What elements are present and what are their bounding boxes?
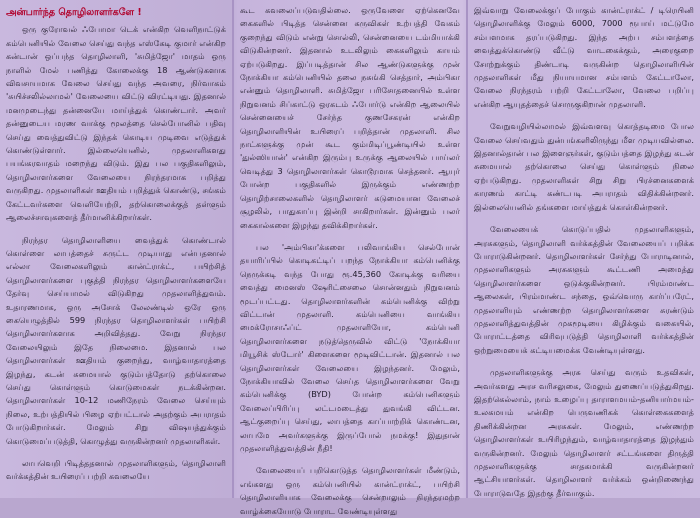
paragraph: நிரந்தர தொழிலாளியை வைத்துக் கொண்டால் கொள்ளை லாபத்தைச் சுருட்ட முடியாது என்பதனால் எல்லா வேலைகளிலும் கான்ட்ராக்ட், பயிற்சித் தொழிலாளர்களை புகுத்தி நிரந்தர தொழிலாளர்களையே தேர்வு செய்யாமல் விடுகிறது முதலாளித்துவம். உதாரணமாக, ஒரு அசோக் லேலண்டில் ஒரே ஒரு கையெழுத்தில் 599 நிரந்தர தொழிலாளர்கள் பயிற்சி தொழிலாளர்களாக அறிவித்தது. வேறு நிரந்தர வேலையிலும் இதே நிலைமை. இதனால் பல தொழிலாளர்கள் ஊதியம் குறைந்து, வாழ்வாதாரத்தை இழந்து, கடன் சுமையால் குடும்பத்தோடு தற்கொலை செய்து கொள்ளும் கொடுமைகள் நடக்கின்றன. தொழிலாளர்கள் 10-12 மணிநேரம் வேலை செய்யும் நிலை, உற்பத்தியில் பிழை ஏற்பட்டால் அதற்கும் அபராதம் போடுகிறார்கள். மேலும் சிறு விஷயத்துக்கும் கொடுமைப்படுத்தி, கொழுத்து வருகின்றனர் முதலாளிகள். [6, 234, 226, 446]
paragraph: ஒரு குரோவல் ஃபோமா டெக் என்கிற வெளிநாட்டுக் கம்பெனியில் வேலை செய்து வந்த எஸ்கேடி குமார் என்கிற கன்டான் ஒப்பந்த தொழிலாளி, 'சுமித்ஜோ' மாதம் ஒரு நாளில் மேல் பணித்து கோலைக்கு 18 ஆண்டுகளாக விவசாயமாக வேலை செய்து வந்த அவரை, நிர்வாகம் 'சுயிச்சலில்லாமல்' வேலையை விட்டு விரட்டியது. இதனால் மனமுடைந்து தன்னையே மாய்த்துக் கொண்டார். அவர் தன்னுடைய மரண வாக்கு மூலத்தை செல்போனில் பதிவு செய்து வைத்துவிட்டு இந்தக் கொடிய முடிவை எடுத்துக் கொண்டுள்ளார். இல்லையெனில், முதலாளிகளது பயங்கரவாதம் மறைந்து விடும். இது பல பகுதிகளிலும், தொழிலாளர்களை வேலையை நிரந்தரமாக பறித்து வருகிறது. முதலாளிகள் ஊதியம் பறித்துக் கொண்டு, சங்கம் கேட்டவர்களை வெளியேற்றி, தற்கொலைக்குத் தள்ளும் ஆலைச்சாவுகளைத் தீர்மானிக்கிறார்கள். [6, 24, 226, 223]
paragraph: லாபவெறி பிடித்ததனால் முதலாளிகளும், தொழிலாளி வர்க்கத்தின் உயிரைப் பற்றி கவலையே [6, 458, 226, 482]
paragraph: வேறுவழியில்லாமல் இவ்வளவு கொத்தடிமை போல வேலை செய்வதும் துன்பங்களிலிருந்து மீள முடியவில்லை. இதனால்தான் பல இளைஞர்கள், குடும்பத்தை இழந்து கடன் சுமையால் தற்கொலை செய்து கொள்ளும் நிலை ஏற்படுகிறது. முதலாளிகள் சிறு சிறு பிரச்னைகளைக் காரணம் காட்டி கண்டபடி அபராதம் விதிக்கின்றனர். இல்லையெனில் தங்களை மாய்த்துக் கொள்கின்றனர். [474, 121, 694, 212]
paragraph: வேலையைப் பறிகொடுத்த தொழிலாளர்கள் மீண்டும், எங்களது ஒரு கம்பெனியில் கான்ட்ராக்ட், பயிற்சி தொழிலாளியாக வேலைக்கு சென்றாலும் நிரந்தரமற்ற வாழ்க்கையோடு போராட வேண்டியுள்ளது [240, 465, 460, 516]
article-column-2 [234, 0, 466, 516]
article-heading: அன்பார்ந்த தொழிலாளர்களே ! [6, 7, 142, 18]
article-column-1 [0, 0, 232, 498]
paragraph: இவ்வாறு வேலைக்குப் போகும் கான்ட்ராக்ட் / டிரெயினி தொழிலாளிக்கு மேலும் 6000, 7000 ரூபாய் மட்டுமே சம்பளமாக தரப்படுகிறது. இந்த அற்ப சம்பளத்தை வைத்துக்கொண்டு வீட்டு வாடகைக்கும், அரைகுறை சோற்றுக்கும் திண்டாடி வருகின்ற தொழிலாளியின் முதலாளிகள் மீது நியாயமான சம்பளம் கேட்டாலோ, வேலை நிரந்தரம் பற்றி கேட்டாலோ, வேலை பறிப்பு என்கிற ஆயுதத்தைச் சொருகுகிறான் முதலாளி. [474, 5, 694, 109]
paragraph: கூட கவலைப்படுவதில்லை. ஒருவேளை ஏற்கெனவே கைகளில் பிடித்த சென்னை கருவிகள் உற்பத்தி வேகம் குறைந்து விடும் என்று சொல்லி, சென்னையை டம்மியாக்கி விடுகின்றனர். இதனால் உடலிலும் கைகளிலும் காயம் ஏற்படுகிறது. இப்படித்தான் சில ஆண்டுகளுக்கு முன் நோக்கியா கம்பெனியில் தலை நசுங்கி செத்தார், அம்பிகா என்னும் தொழிலாளி. சுமித்ஜோ பரிசோதனையில் உள்ள நிறுவனம் சிப்காட்டு ஒரகடம் ஃபோர்டு என்கிற ஆலையில் சென்னையைச் சேர்ந்த குணசேகரன் என்கிற தொழிலாளியின் உயிரைப் பறித்தான் முதலாளி. சில நாட்களுக்கு முன் கூட கும்மிடிப்பூண்டியில் உள்ள 'துல்ஸியான்' என்கிற இரும்பு உருக்கு ஆலையில் பாய்லர் வெடித்து 3 தொழிலாளர்கள் கொடூரமாக செத்தனர். ஆயுர் போன்ற பகுதிகளில் இருக்கும் எண்ணற்ற தொழிற்சாலைகளில் தொழிலாளர் கடுமையான வேலைச் சூழலில், பாதுகாப்பு இன்றி சாகிறார்கள். இன்னும் பலர் கைகால்களை இழந்து தவிக்கிறார்கள். [240, 5, 460, 230]
article-column-3 [468, 0, 700, 498]
paragraph: வேலையைக் கொடுப்பதில் முதலாளிகளும், அரசுகளும், தொழிலாளி வர்க்கத்தின் வேலையைப் பறிக்க போராடுகின்றனர். தொழிலாளர்கள் சேர்ந்து போராடினால், முதலாளிகளும் அரசுகளும் கூட்டணி அமைத்து தொழிலாளர்களை ஒடுக்குகின்றனர். பிரம்மாண்ட ஆலைகள், பிரம்மாண்ட சந்தை, ஒவ்வொரு கார்ப்பரேட், முதலாளியும் எண்ணற்ற தொழிலாளர்களை சுரண்டும் முதலாளித்துவத்தின் முகமூடியை கிழிக்கும் வகையில், போராட்டத்தை விரிவுபடுத்தி தொழிலாளி வர்க்கத்தின் ஒற்றுமையைக் கட்டியமைக்க வேண்டியுள்ளது. [474, 224, 694, 355]
paragraph: பல 'அம்பிகா'க்களை பலிவாங்கிய செல்போன் தயாரிப்பில் கொடிகட்டிப் பறந்த நோக்கியா கம்பெனிக்கு நெருக்கடி வந்த போது ரூ.45,360 கோடிக்கு வரியை வைத்து மைனஸ் ஷேரிட்சைலை சொன்னதும் நிறுவனம் மூடப்பட்டது. தொழிலாளர்களின் கம்பெனிக்கு விற்று விட்டான் முதலாளி. கம்பெனியை வாங்கிய மைக்ரோசாஃப்ட் முதலாளியோ, கம்பெனி தொழிலாளர்களை நடுத்தெருவில் விட்டு 'நோக்கியா மியூசிக் ஸ்டோர்' கிளைகளை மூடிவிட்டான். இதனால் பல தொழிலாளர்கள் வேலையை இழந்தனர். மேலும், நோக்கியாவில் வேலை செய்த தொழிலாளர்களை வேறு கம்பெனிக்கு (BYD) போன்ற கம்பெனிகளும் வேலைப்பிரிப்பு லட்டமடைத்து துவங்கி விட்டன. ஆட்குறைப்பு செய்து, லாபத்தை காப்பாற்றிக் கொண்டன, லாபமே அவர்களுக்கு இருப்போல் நமக்கு! இதுதான் முதலாளித்துவத்தின் நீதி! [240, 241, 460, 453]
paragraph: முதலாளிகளுக்கு அரசு செய்து வரும் உதவிகள், அவர்களது அரச வரிசலுகை, மேலும் துணைப்படுத்துகிறது. இதற்கெல்லாம், நாம் உழைப்பு தாராளமயம்-தனியார்மயம்-உலகமயம் என்கிற பெருவணிகக் கொள்கைகளைத் திணிக்கின்றன அரசுகள். மேலும், எண்ணற்ற தொழிலாளர்கள் உயிரிழந்தும், வாழ்வாதாரத்தை இழந்தும் வருகின்றனர். மேலும் தொழிலாளர் சட்டங்களை திருத்தி முதலாளிகளுக்கு சாதகமாக்கி வருகின்றனர் ஆட்சியாளர்கள். தொழிலாளர் வர்க்கம் ஒன்றிணைந்து போராடுவதே இதற்கு தீர்வாகும். [474, 367, 694, 498]
